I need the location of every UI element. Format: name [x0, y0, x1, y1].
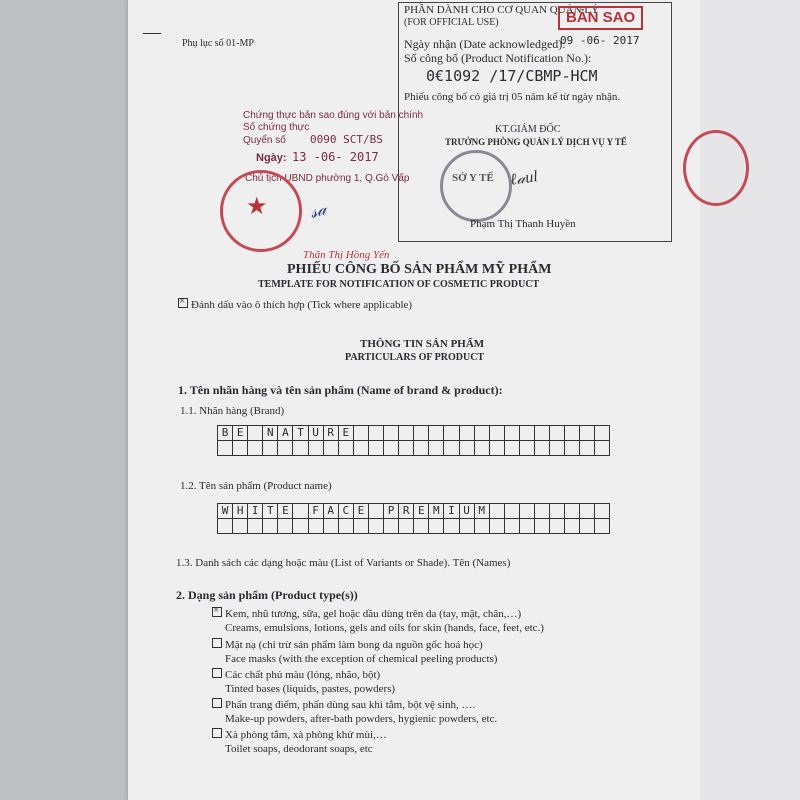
certify-date-label: Ngày:	[256, 152, 287, 164]
product-type-vn: Phấn trang điểm, phấn dùng sau khi tắm, bột vệ sinh, ….	[225, 699, 476, 711]
product-type-en: Tinted bases (liquids, pastes, powders)	[225, 683, 396, 695]
brand-cell	[414, 426, 429, 441]
health-seal-text: SỞ Y TẾ	[452, 172, 494, 184]
brand-cell: E	[233, 426, 248, 441]
signer-title-2: TRƯỞNG PHÒNG QUẢN LÝ DỊCH VỤ Y TẾ	[445, 137, 627, 147]
product-type-checkbox[interactable]	[212, 638, 222, 648]
official-header-vn: PHẦN DÀNH CHO CƠ QUAN QUẢN LÝ	[404, 4, 599, 16]
product-cell	[475, 519, 490, 534]
product-cell: A	[324, 504, 339, 519]
brand-cell	[460, 426, 475, 441]
product-type-vn: Các chất phủ màu (lỏng, nhão, bột)	[225, 669, 381, 681]
product-type-item	[212, 728, 387, 741]
product-type-item	[212, 698, 475, 711]
product-type-checkbox[interactable]	[212, 607, 222, 617]
date-acknowledged-label: Ngày nhận (Date acknowledged):	[404, 37, 566, 51]
brand-cell	[475, 426, 490, 441]
validity-note: Phiếu công bố có giá trị 05 năm kể từ ngày nhận.	[404, 91, 621, 103]
product-cell	[293, 504, 308, 519]
brand-cell	[369, 426, 384, 441]
product-cell	[550, 519, 565, 534]
product-cell: W	[218, 504, 233, 519]
product-cell	[565, 519, 580, 534]
product-cell	[324, 519, 339, 534]
brand-cell	[475, 441, 490, 456]
brand-cell	[550, 441, 565, 456]
brand-cell	[248, 426, 263, 441]
product-type-en: Make-up powders, after-bath powders, hygienic powders, etc.	[225, 713, 498, 725]
certify-number-label: Số chứng thực	[243, 122, 310, 133]
product-cell	[384, 519, 399, 534]
product-cell	[263, 519, 278, 534]
product-cell: E	[278, 504, 293, 519]
brand-label: 1.1. Nhãn hàng (Brand)	[180, 405, 285, 417]
product-cell	[354, 519, 369, 534]
brand-grid	[217, 425, 610, 456]
brand-cell	[354, 426, 369, 441]
product-cell	[490, 504, 505, 519]
product-cell	[278, 519, 293, 534]
brand-cell	[399, 441, 414, 456]
brand-cell	[414, 441, 429, 456]
signer-title-1: KT.GIÁM ĐỐC	[495, 124, 561, 135]
section2-heading: 2. Dạng sản phẩm (Product type(s))	[176, 588, 358, 602]
brand-cell: A	[278, 426, 293, 441]
product-cell: I	[248, 504, 263, 519]
brand-cell	[565, 441, 580, 456]
product-cell: F	[309, 504, 324, 519]
product-cell: T	[263, 504, 278, 519]
brand-cell	[248, 441, 263, 456]
product-type-item	[212, 607, 521, 620]
brand-cell	[580, 426, 595, 441]
product-cell	[414, 519, 429, 534]
product-cell: M	[429, 504, 444, 519]
product-cell	[309, 519, 324, 534]
signer-name: Phạm Thị Thanh Huyền	[470, 218, 576, 230]
product-cell	[535, 519, 550, 534]
notification-number-label: Số công bố (Product Notification No.):	[404, 51, 592, 65]
product-cell	[369, 504, 384, 519]
product-cell	[248, 519, 263, 534]
brand-cell	[399, 426, 414, 441]
product-cell	[460, 519, 475, 534]
brand-cell	[354, 441, 369, 456]
certify-date-value: 13 -06- 2017	[292, 150, 379, 164]
product-cell: C	[339, 504, 354, 519]
form-title-vn: PHIẾU CÔNG BỐ SẢN PHẨM MỸ PHẨM	[287, 262, 552, 277]
tick-note-checkbox-icon	[178, 298, 188, 308]
brand-cell	[218, 441, 233, 456]
brand-cell	[535, 441, 550, 456]
product-type-item	[212, 638, 483, 651]
brand-cell	[278, 441, 293, 456]
brand-cell	[263, 441, 278, 456]
product-cell: I	[444, 504, 459, 519]
product-cell: H	[233, 504, 248, 519]
brand-cell	[444, 426, 459, 441]
brand-cell	[490, 441, 505, 456]
product-cell	[293, 519, 308, 534]
certify-signature: 𝓈𝒶	[307, 198, 329, 222]
product-cell: P	[384, 504, 399, 519]
certify-signer-name: Thân Thị Hồng Yến	[303, 249, 390, 261]
product-cell	[218, 519, 233, 534]
brand-cell	[535, 426, 550, 441]
brand-cell	[293, 441, 308, 456]
product-cell	[429, 519, 444, 534]
particulars-title-en: PARTICULARS OF PRODUCT	[345, 352, 485, 363]
brand-cell	[505, 441, 520, 456]
ward-seal-star-icon: ★	[246, 194, 268, 220]
product-grid	[217, 503, 610, 534]
product-cell	[595, 504, 610, 519]
product-cell	[399, 519, 414, 534]
brand-cell	[384, 426, 399, 441]
product-cell: U	[460, 504, 475, 519]
product-cell	[565, 504, 580, 519]
certify-book-value: 0090 SCT/BS	[310, 133, 383, 146]
variants-label: 1.3. Danh sách các dạng hoặc màu (List of Variants or Shade). Tên (Names)	[176, 557, 511, 569]
form-title-en: TEMPLATE FOR NOTIFICATION OF COSMETIC PRODUCT	[258, 279, 540, 290]
notification-number-value: 0€1092 /17/CBMP-HCM	[426, 67, 598, 85]
brand-cell	[233, 441, 248, 456]
product-label: 1.2. Tên sản phẩm (Product name)	[180, 480, 332, 492]
product-type-vn: Mặt nạ (chỉ trừ sản phẩm làm bong da nguồn gốc hoá học)	[225, 639, 483, 651]
brand-cell: N	[263, 426, 278, 441]
product-type-checkbox[interactable]	[212, 728, 222, 738]
brand-cell	[520, 441, 535, 456]
brand-cell: U	[309, 426, 324, 441]
product-cell	[550, 504, 565, 519]
product-cell	[444, 519, 459, 534]
product-type-vn: Xà phòng tắm, xà phòng khử mùi,…	[225, 729, 387, 741]
product-cell	[505, 504, 520, 519]
certify-book-label: Quyển số	[243, 135, 286, 146]
brand-cell	[580, 441, 595, 456]
product-cell	[580, 504, 595, 519]
brand-cell	[550, 426, 565, 441]
health-department-seal	[440, 150, 512, 222]
stray-mark	[143, 33, 161, 34]
brand-cell	[460, 441, 475, 456]
brand-cell	[369, 441, 384, 456]
product-type-en: Toilet soaps, deodorant soaps, etc	[225, 743, 373, 755]
product-cell	[595, 519, 610, 534]
product-cell	[580, 519, 595, 534]
brand-cell	[444, 441, 459, 456]
date-acknowledged-value: 09 -06- 2017	[560, 34, 640, 47]
brand-cell: T	[293, 426, 308, 441]
particulars-title-vn: THÔNG TIN SẢN PHẨM	[360, 338, 485, 350]
product-cell	[339, 519, 354, 534]
brand-cell	[384, 441, 399, 456]
product-cell: M	[475, 504, 490, 519]
brand-cell	[595, 441, 610, 456]
product-cell: E	[414, 504, 429, 519]
product-type-en: Creams, emulsions, lotions, gels and oils for skin (hands, face, feet, etc.)	[225, 622, 544, 634]
brand-cell	[505, 426, 520, 441]
copy-stamp: BẢN SAO	[558, 6, 643, 30]
adjacent-page	[700, 0, 800, 800]
brand-cell	[429, 426, 444, 441]
product-cell	[520, 504, 535, 519]
product-cell	[369, 519, 384, 534]
product-cell: R	[399, 504, 414, 519]
product-cell	[535, 504, 550, 519]
product-type-checkbox[interactable]	[212, 668, 222, 678]
brand-cell	[565, 426, 580, 441]
brand-cell	[595, 426, 610, 441]
appendix-label: Phụ lục số 01-MP	[182, 38, 254, 49]
brand-cell: B	[218, 426, 233, 441]
tick-note	[178, 298, 412, 311]
brand-cell	[324, 441, 339, 456]
brand-cell	[339, 441, 354, 456]
brand-cell	[490, 426, 505, 441]
brand-cell	[309, 441, 324, 456]
brand-cell	[520, 426, 535, 441]
signature-scribble: ℓ𝒶ul	[508, 168, 539, 189]
certify-line-1: Chứng thực bản sao đúng với bản chính	[243, 110, 424, 121]
brand-cell: R	[324, 426, 339, 441]
product-type-en: Face masks (with the exception of chemical peeling products)	[225, 653, 498, 665]
adjacent-page-seal	[683, 130, 749, 206]
product-cell	[490, 519, 505, 534]
brand-cell	[429, 441, 444, 456]
product-type-checkbox[interactable]	[212, 698, 222, 708]
certify-authority: Chủ tịch UBND phường 1, Q.Gò Vấp	[245, 173, 410, 184]
product-cell: E	[354, 504, 369, 519]
product-cell	[505, 519, 520, 534]
section1-heading: 1. Tên nhãn hàng và tên sản phẩm (Name of brand & product):	[178, 383, 503, 397]
product-cell	[233, 519, 248, 534]
tick-note-text: Đánh dấu vào ô thích hợp (Tick where applicable)	[191, 299, 413, 311]
product-type-vn: Kem, nhũ tương, sữa, gel hoặc dầu dùng trên da (tay, mặt, chân,…)	[225, 608, 522, 620]
product-type-item	[212, 668, 380, 681]
brand-cell: E	[339, 426, 354, 441]
product-cell	[520, 519, 535, 534]
official-header-en: (FOR OFFICIAL USE)	[404, 17, 499, 28]
